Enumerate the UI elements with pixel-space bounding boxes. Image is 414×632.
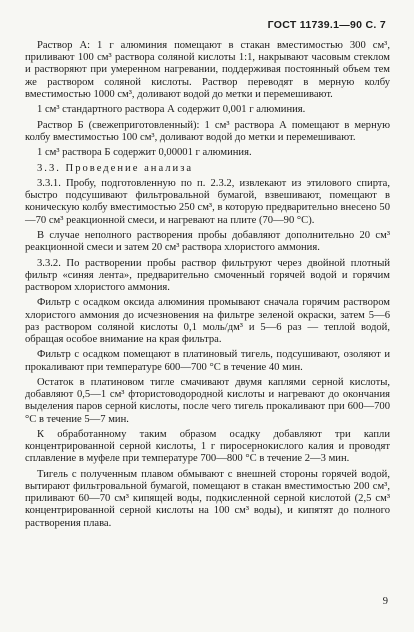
paragraph: 1 см³ раствора Б содержит 0,00001 г алюминия.: [37, 147, 252, 159]
section-heading: 3.3. Проведение анализа: [37, 162, 194, 174]
paragraph: Тигель с полученным плавом обмывают с внешней стороны горячей водой, вытирают фильтровальной бумагой, помещают в стакан вместимостью 200 см³, приливают 60—70 см³ кипящей воды, подкисленной серной кислотой (2,5 см³ концентрированной серной кислоты на 100 см³ воды), и кипятят до полного растворения плава.: [25, 468, 390, 529]
paragraph: Раствор Б (свежеприготовленный): 1 см³ раствора А помещают в мерную колбу вместимостью 100 см³, доливают водой до метки и перемешивают.: [25, 119, 390, 143]
paragraph: Остаток в платиновом тигле смачивают двумя каплями серной кислоты, добавляют 0,5—1 см³ фтористоводородной кислоты и нагревают до окончания выделения паров серной кислоты, после чего тигель прокаливают при 600—700 °С в течение 5—7 мин.: [25, 376, 390, 425]
page-number: 9: [382, 596, 388, 607]
paragraph: Раствор А: 1 г алюминия помещают в стакан вместимостью 300 см³, приливают 100 см³ раствора соляной кислоты 1:1, накрывают часовым стеклом и растворяют при умеренном нагревании, поддерживая постоянный объем тем же раствором соляной кислоты. Раствор переводят в мерную колбу вместимостью 1000 см³, доливают водой до метки и перемешивают.: [25, 40, 390, 100]
paragraph: 1 см³ стандартного раствора А содержит 0,001 г алюминия.: [37, 104, 306, 116]
paragraph: Фильтр с осадком помещают в платиновый тигель, подсушивают, озоляют и прокаливают при температуре 600—700 °С в течение 40 мин.: [25, 349, 390, 373]
paragraph: 3.3.1. Пробу, подготовленную по п. 2.3.2, извлекают из этилового спирта, быстро подсушивают фильтровальной бумагой, взвешивают, помещают в коническую колбу вместимостью 250 см³, в которую предварительно внесено 50—70 см³ реакционной смеси, и нагревают на плите (70—90 °С).: [25, 177, 390, 226]
paragraph: Фильтр с осадком оксида алюминия промывают сначала горячим раствором хлористого аммония до исчезновения на фильтре зеленой окраски, затем 5—6 раз раствором соляной кислоты 0,1 моль/дм³ и 5—6 раз — теплой водой, обращая особое внимание на края фильтра.: [25, 297, 390, 345]
page-header: ГОСТ 11739.1—90 С. 7: [267, 19, 386, 31]
paragraph: К обработанному таким образом осадку добавляют три капли концентрированной серной кислоты, 1 г пиросернокислого калия и проводят сплавление в муфеле при температуре 700—800 °С в течение 2—3 мин.: [25, 428, 390, 465]
paragraph: В случае неполного растворения пробы добавляют дополнительно 20 см³ реакционной смеси и затем 20 см³ раствора хлористого аммония.: [25, 229, 390, 254]
document-body: [25, 40, 390, 533]
paragraph: 3.3.2. По растворении пробы раствор фильтруют через двойной плотный фильтр «синяя лента», предварительно смоченный горячей водой и горячим раствором хлористого аммония.: [25, 257, 390, 293]
